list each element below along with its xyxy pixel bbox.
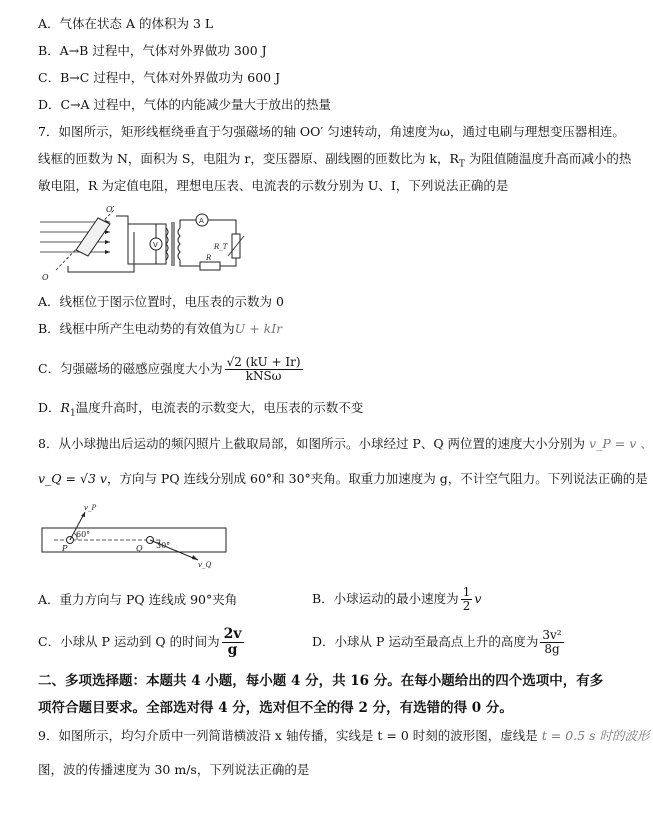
q7-option-a: A．线框位于图示位置时，电压表的示数为 0 bbox=[38, 294, 284, 309]
q8-fig-label-p: P bbox=[62, 544, 68, 553]
q8-option-b bbox=[312, 582, 481, 616]
q7-fig-label-o: O bbox=[42, 273, 49, 282]
q7-option-b bbox=[38, 321, 282, 337]
q7-option-c-text: C．匀强磁场的磁感应强度大小为 bbox=[38, 361, 223, 376]
q8-option-b-numerator: 1 bbox=[462, 585, 471, 599]
q8-stem-line1 bbox=[38, 436, 653, 452]
q8-option-c bbox=[38, 625, 246, 659]
q7-fig-label-rt: R_T bbox=[214, 243, 228, 251]
q6-option-d: D．C→A 过程中，气体的内能减少量大于放出的热量 bbox=[38, 97, 332, 112]
q9-stem-line1-text: 9．如图所示，均匀介质中一列简谐横波沿 x 轴传播，实线是 t = 0 时刻的波形图，虚线是 bbox=[38, 728, 538, 743]
q8-option-b-denominator: 2 bbox=[462, 599, 471, 613]
q7-fig-label-v: V bbox=[153, 241, 158, 249]
q7-option-d-sub: 1 bbox=[69, 408, 76, 419]
q9-stem-line2: 图，波的传播速度为 30 m/s，下列说法正确的是 bbox=[38, 762, 310, 777]
q8-option-c-numerator: 2v bbox=[223, 626, 242, 642]
q8-option-d bbox=[312, 625, 566, 659]
q6-option-c: C．B→C 过程中，气体对外界做功为 600 J bbox=[38, 70, 281, 85]
q7-option-d-label: D． bbox=[38, 400, 61, 415]
q7-stem-line3: 敏电阻，R 为定值电阻，理想电压表、电流表的示数分别为 U、I，下列说法正确的是 bbox=[38, 178, 509, 193]
q7-stem-line2-text: 线框的匝数为 N，面积为 S，电阻为 r，变压器原、副线圈的匝数比为 k，R bbox=[38, 151, 459, 166]
q7-stem-line2-sub: T bbox=[458, 159, 465, 170]
q7-option-d-text: 温度升高时，电流表的示数变大，电压表的示数不变 bbox=[75, 400, 364, 415]
q7-circuit-figure bbox=[36, 204, 246, 284]
q8-option-c-text: C．小球从 P 运动到 Q 的时间为 bbox=[38, 634, 220, 649]
q7-option-c-denominator: kNSω bbox=[245, 369, 282, 383]
q8-fig-label-vp: v_P bbox=[84, 504, 97, 512]
q8-fig-label-vq: v_Q bbox=[198, 561, 212, 569]
q8-fig-label-60: 60° bbox=[76, 530, 91, 539]
q8-fig-label-30: 30° bbox=[156, 541, 171, 550]
q7-option-c-numerator: √2 (kU + Ir) bbox=[226, 355, 301, 369]
q8-stem-line2-head: v_Q = √3 v bbox=[38, 471, 107, 486]
q7-option-d bbox=[38, 400, 363, 422]
q7-stem-line2 bbox=[38, 151, 631, 173]
q7-fig-label-o-prime: O′ bbox=[106, 205, 115, 214]
q7-option-b-expr: U + kIr bbox=[234, 321, 283, 336]
q6-option-a: A．气体在状态 A 的体积为 3 L bbox=[38, 16, 214, 31]
q8-stem-line2 bbox=[38, 471, 648, 487]
q7-option-b-text: B．线框中所产生电动势的有效值为 bbox=[38, 321, 235, 336]
q8-option-a: A．重力方向与 PQ 连线成 90°夹角 bbox=[38, 592, 238, 607]
q8-option-c-denominator: g bbox=[227, 642, 238, 658]
q8-stem-line1-tail: v_P = v 、 bbox=[589, 436, 653, 451]
q7-option-c bbox=[38, 352, 305, 386]
q7-fig-label-a: A bbox=[199, 217, 204, 225]
q7-option-d-r: R bbox=[60, 400, 70, 415]
q8-option-d-denominator: 8g bbox=[544, 642, 560, 656]
section2-heading-line2: 项符合题目要求。全部选对得 4 分，选对但不全的得 2 分，有选错的得 0 分。 bbox=[38, 700, 513, 716]
q9-stem-line1-tail: t = 0.5 s 时的波形 bbox=[541, 728, 650, 743]
q8-stem-line1-text: 8．从小球抛出后运动的频闪照片上截取局部，如图所示。小球经过 P、Q 两位置的速度大小分别为 bbox=[38, 436, 586, 451]
q9-stem-line1 bbox=[38, 728, 649, 744]
q8-option-b-v: v bbox=[474, 591, 482, 606]
q8-option-b-text: B．小球运动的最小速度为 bbox=[312, 591, 459, 606]
q7-stem-line1: 7．如图所示，矩形线框绕垂直于匀强磁场的轴 OO′ 匀速转动，角速度为ω，通过电刷与理想变压器相连。 bbox=[38, 124, 625, 139]
q6-option-b: B．A→B 过程中，气体对外界做功 300 J bbox=[38, 43, 267, 58]
q8-fig-label-q: Q bbox=[136, 544, 143, 553]
section2-heading-line1: 二、多项选择题：本题共 4 小题，每小题 4 分，共 16 分。在每小题给出的四个选项中，有多 bbox=[38, 673, 604, 689]
q8-option-d-text: D．小球从 P 运动至最高点上升的高度为 bbox=[312, 634, 539, 649]
q8-strobe-figure bbox=[40, 500, 230, 568]
q8-option-d-numerator: 3v² bbox=[542, 628, 562, 642]
q7-stem-line2-tail: 为阻值随温度升高而减小的热 bbox=[464, 151, 632, 166]
q8-stem-line2-text: ，方向与 PQ 连线分别成 60°和 30°夹角。取重力加速度为 g，不计空气阻力。下列说法正确的是 bbox=[106, 471, 648, 486]
q7-fig-label-r: R bbox=[206, 254, 212, 262]
